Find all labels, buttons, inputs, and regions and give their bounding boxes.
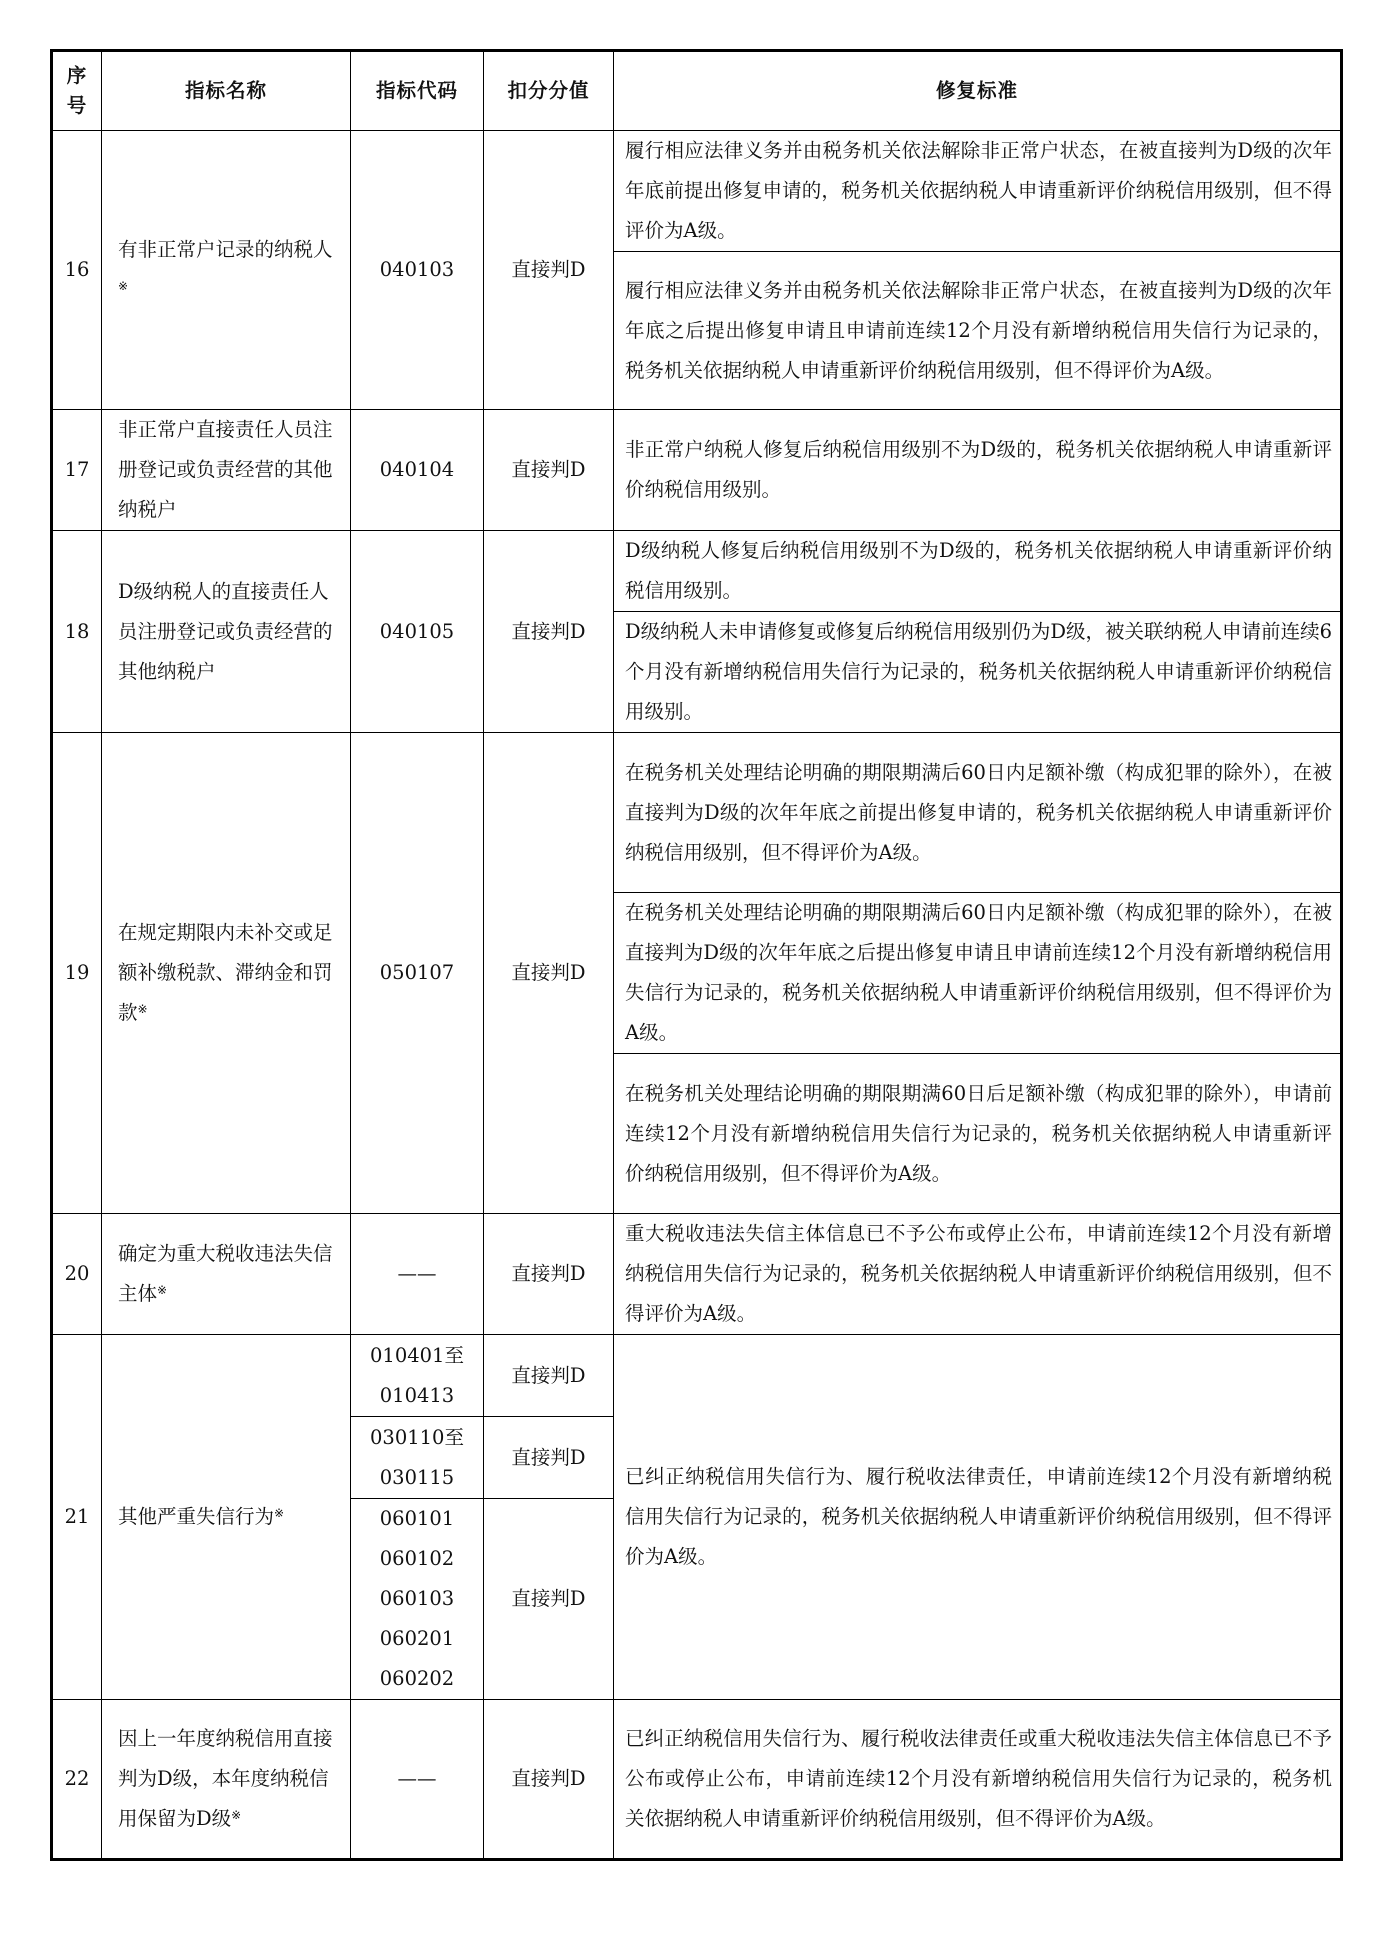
repair-standard: 在税务机关处理结论明确的期限期满后60日内足额补缴（构成犯罪的除外），在被直接判为D级的次年年底之后提出修复申请且申请前连续12个月没有新增纳税信用失信行为记录的，税务机关依据纳税人申请重新评价纳税信用级别，但不得评价为A级。 xyxy=(614,893,1342,1054)
mark: ※ xyxy=(118,279,129,293)
indicator-code: 060101 060102 060103 060201 060202 xyxy=(351,1499,484,1700)
indicator-name: 在规定期限内未补交或足额补缴税款、滞纳金和罚款※ xyxy=(102,733,351,1214)
deduction-score: 直接判D xyxy=(484,131,614,410)
repair-standard: 已纠正纳税信用失信行为、履行税收法律责任或重大税收违法失信主体信息已不予公布或停止公布，申请前连续12个月没有新增纳税信用失信行为记录的，税务机关依据纳税人申请重新评价纳税信用级别，但不得评价为A级。 xyxy=(614,1700,1342,1860)
repair-standard: 已纠正纳税信用失信行为、履行税收法律责任，申请前连续12个月没有新增纳税信用失信行为记录的，税务机关依据纳税人申请重新评价纳税信用级别，但不得评价为A级。 xyxy=(614,1335,1342,1700)
repair-standard: 履行相应法律义务并由税务机关依法解除非正常户状态，在被直接判为D级的次年年底之后提出修复申请且申请前连续12个月没有新增纳税信用失信行为记录的，税务机关依据纳税人申请重新评价纳税信用级别，但不得评价为A级。 xyxy=(614,252,1342,410)
header-no: 序 号 xyxy=(52,51,102,131)
repair-standard: 在税务机关处理结论明确的期限期满60日后足额补缴（构成犯罪的除外），申请前连续12个月没有新增纳税信用失信行为记录的，税务机关依据纳税人申请重新评价纳税信用级别，但不得评价为A级。 xyxy=(614,1054,1342,1214)
table-header-row xyxy=(52,51,1342,131)
indicator-code: 050107 xyxy=(351,733,484,1214)
indicator-name: 其他严重失信行为※ xyxy=(102,1335,351,1700)
header-standard: 修复标准 xyxy=(614,51,1342,131)
indicator-code: 040103 xyxy=(351,131,484,410)
repair-standard: D级纳税人未申请修复或修复后纳税信用级别仍为D级，被关联纳税人申请前连续6个月没有新增纳税信用失信行为记录的，税务机关依据纳税人申请重新评价纳税信用级别。 xyxy=(614,612,1342,733)
repair-standard: 重大税收违法失信主体信息已不予公布或停止公布，申请前连续12个月没有新增纳税信用失信行为记录的，税务机关依据纳税人申请重新评价纳税信用级别，但不得评价为A级。 xyxy=(614,1214,1342,1335)
indicator-code: —— xyxy=(351,1214,484,1335)
repair-standard: D级纳税人修复后纳税信用级别不为D级的，税务机关依据纳税人申请重新评价纳税信用级别。 xyxy=(614,531,1342,612)
repair-standard: 履行相应法律义务并由税务机关依法解除非正常户状态，在被直接判为D级的次年年底前提出修复申请的，税务机关依据纳税人申请重新评价纳税信用级别，但不得评价为A级。 xyxy=(614,131,1342,252)
indicator-name: 确定为重大税收违法失信主体※ xyxy=(102,1214,351,1335)
deduction-score: 直接判D xyxy=(484,1214,614,1335)
deduction-score: 直接判D xyxy=(484,1499,614,1700)
row-no: 16 xyxy=(52,131,102,410)
table-row xyxy=(52,1335,1342,1417)
indicator-code: 040104 xyxy=(351,410,484,531)
header-score: 扣分分值 xyxy=(484,51,614,131)
indicator-name: 有非正常户记录的纳税人※ xyxy=(102,131,351,410)
row-no: 19 xyxy=(52,733,102,1214)
row-no: 17 xyxy=(52,410,102,531)
table-row xyxy=(52,733,1342,893)
deduction-score: 直接判D xyxy=(484,410,614,531)
mark: ※ xyxy=(274,1506,285,1520)
row-no: 21 xyxy=(52,1335,102,1700)
mark: ※ xyxy=(231,1808,242,1822)
header-code: 指标代码 xyxy=(351,51,484,131)
deduction-score: 直接判D xyxy=(484,1335,614,1417)
indicator-code: 030110至 030115 xyxy=(351,1417,484,1499)
deduction-score: 直接判D xyxy=(484,531,614,733)
row-no: 18 xyxy=(52,531,102,733)
indicator-name: D级纳税人的直接责任人员注册登记或负责经营的其他纳税户 xyxy=(102,531,351,733)
credit-repair-table xyxy=(50,49,1343,1861)
repair-standard: 非正常户纳税人修复后纳税信用级别不为D级的，税务机关依据纳税人申请重新评价纳税信用级别。 xyxy=(614,410,1342,531)
indicator-code: 040105 xyxy=(351,531,484,733)
deduction-score: 直接判D xyxy=(484,1700,614,1860)
mark: ※ xyxy=(157,1283,168,1297)
row-no: 20 xyxy=(52,1214,102,1335)
deduction-score: 直接判D xyxy=(484,733,614,1214)
deduction-score: 直接判D xyxy=(484,1417,614,1499)
table-row xyxy=(52,1214,1342,1335)
indicator-name: 非正常户直接责任人员注册登记或负责经营的其他纳税户 xyxy=(102,410,351,531)
row-no: 22 xyxy=(52,1700,102,1860)
header-name: 指标名称 xyxy=(102,51,351,131)
indicator-code: 010401至 010413 xyxy=(351,1335,484,1417)
table-row xyxy=(52,410,1342,531)
indicator-code: —— xyxy=(351,1700,484,1860)
mark: ※ xyxy=(137,1002,148,1016)
table-row xyxy=(52,131,1342,252)
indicator-name: 因上一年度纳税信用直接判为D级，本年度纳税信用保留为D级※ xyxy=(102,1700,351,1860)
table-row xyxy=(52,1700,1342,1860)
repair-standard: 在税务机关处理结论明确的期限期满后60日内足额补缴（构成犯罪的除外），在被直接判为D级的次年年底之前提出修复申请的，税务机关依据纳税人申请重新评价纳税信用级别，但不得评价为A级。 xyxy=(614,733,1342,893)
table-row xyxy=(52,531,1342,612)
